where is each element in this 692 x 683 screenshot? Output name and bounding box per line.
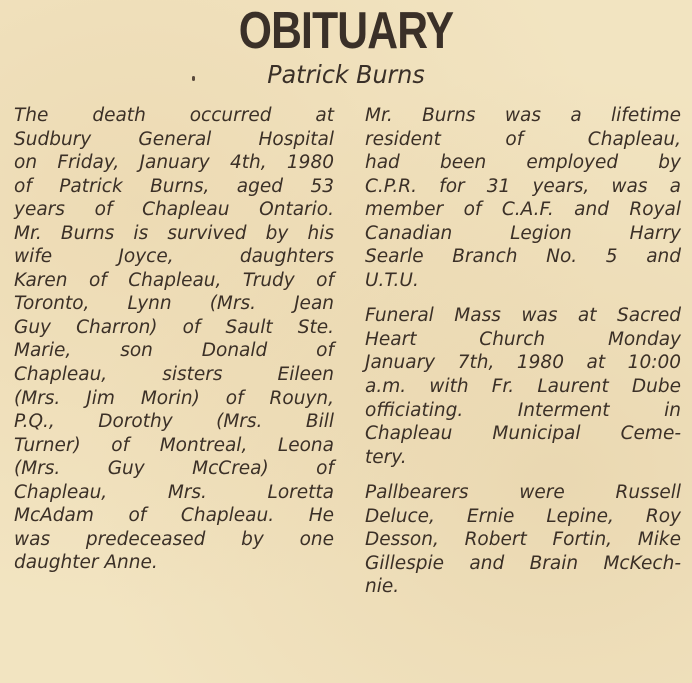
text-line: years of Chapleau Ontario. [14, 199, 334, 221]
text-line: Marie, son Donald of [14, 340, 334, 362]
text-line: Karen of Chapleau, Trudy of [14, 269, 334, 291]
text-line: McAdam of Chapleau. He [14, 505, 334, 527]
paragraph-pallbearers [365, 481, 681, 599]
text-line: Turner) of Montreal, Leona [14, 434, 334, 456]
text-line: resident of Chapleau, [365, 128, 681, 150]
text-line: was predeceased by one [14, 528, 334, 550]
text-line: member of C.A.F. and Royal [365, 199, 681, 221]
text-line: Chapleau, Mrs. Loretta [14, 481, 334, 503]
text-line: Deluce, Ernie Lepine, Roy [365, 505, 681, 527]
text-line: Gillespie and Brain McKech- [365, 552, 681, 574]
paragraph-funeral [365, 304, 681, 469]
obituary-heading: OBITUARY [238, 2, 454, 60]
text-line: nie. [365, 576, 400, 598]
text-line: daughter Anne. [14, 552, 158, 574]
text-line: Toronto, Lynn (Mrs. Jean [14, 293, 334, 315]
left-column [14, 104, 334, 587]
text-line: of Patrick Burns, aged 53 [14, 175, 334, 197]
text-line: (Mrs. Jim Morin) of Rouyn, [14, 387, 334, 409]
text-line: Pallbearers were Russell [365, 482, 681, 504]
text-line: on Friday, January 4th, 1980 [14, 152, 334, 174]
right-column [365, 104, 681, 611]
deceased-name: Patrick Burns [267, 60, 425, 89]
text-line: Canadian Legion Harry [365, 222, 681, 244]
text-line: Chapleau Municipal Ceme- [365, 423, 681, 445]
text-line: P.Q., Dorothy (Mrs. Bill [14, 411, 334, 433]
text-line: Mr. Burns is survived by his [14, 222, 334, 244]
text-line: Heart Church Monday [365, 328, 681, 350]
text-line: Sudbury General Hospital [14, 128, 334, 150]
text-line: tery. [365, 446, 407, 468]
text-line: C.P.R. for 31 years, was a [365, 175, 681, 197]
text-line: wife Joyce, daughters [14, 246, 334, 268]
text-line: officiating. Interment in [365, 399, 681, 421]
text-line: Searle Branch No. 5 and [365, 246, 681, 268]
text-line: Funeral Mass was at Sacred [365, 305, 681, 327]
text-line: The death occurred at [14, 105, 334, 126]
text-line: had been employed by [365, 152, 681, 174]
print-speck [192, 76, 195, 81]
text-line: Guy Charron) of Sault Ste. [14, 316, 334, 338]
paragraph-survivors [14, 104, 334, 575]
text-line: January 7th, 1980 at 10:00 [365, 352, 681, 374]
text-line: a.m. with Fr. Laurent Dube [365, 376, 681, 398]
text-line: U.T.U. [365, 269, 419, 291]
paragraph-employment [365, 104, 681, 292]
text-line: Mr. Burns was a lifetime [365, 105, 681, 126]
text-line: Chapleau, sisters Eileen [14, 364, 334, 386]
text-line: Desson, Robert Fortin, Mike [365, 529, 681, 551]
text-line: (Mrs. Guy McCrea) of [14, 458, 334, 480]
